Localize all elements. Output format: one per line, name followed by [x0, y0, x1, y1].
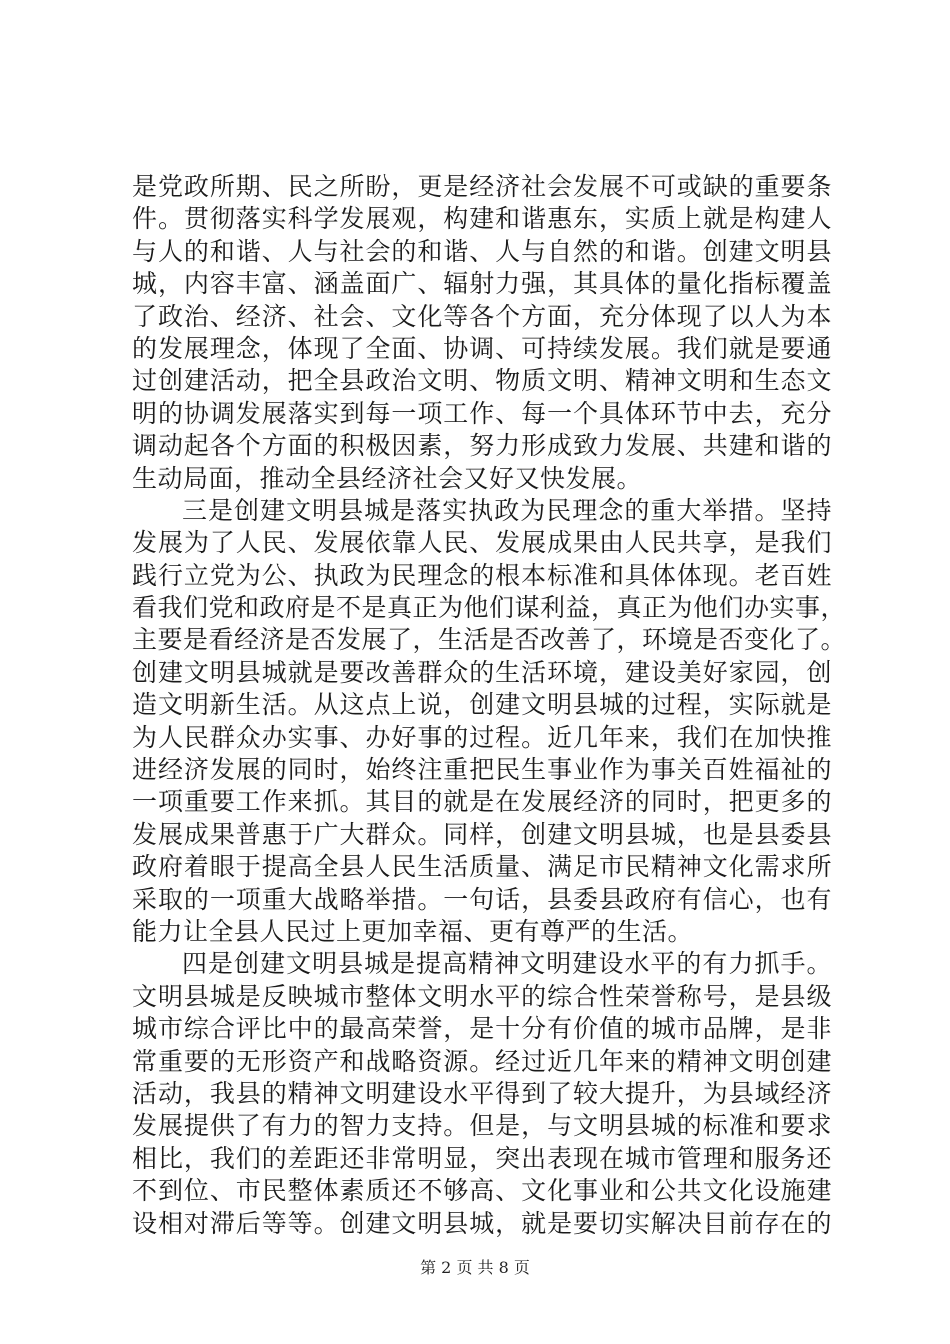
text-line: 与人的和谐、人与社会的和谐、人与自然的和谐。创建文明县: [132, 236, 832, 266]
text-line: 践行立党为公、执政为民理念的根本标准和具体体现。老百姓: [132, 560, 832, 590]
text-line: 发展成果普惠于广大群众。同样，创建文明县城，也是县委县: [132, 819, 832, 849]
text-line: 常重要的无形资产和战略资源。经过近几年来的精神文明创建: [132, 1046, 832, 1076]
text-line: 进经济发展的同时，始终注重把民生事业作为事关百姓福祉的: [132, 755, 832, 785]
paragraph-start-line: 三是创建文明县城是落实执政为民理念的重大举措。坚持: [182, 495, 832, 525]
text-line: 发展提供了有力的智力支持。但是，与文明县城的标准和要求: [132, 1111, 832, 1141]
text-line: 发展为了人民、发展依靠人民、发展成果由人民共享，是我们: [132, 528, 832, 558]
text-line: 件。贯彻落实科学发展观，构建和谐惠东，实质上就是构建人: [132, 204, 832, 234]
text-line: 相比，我们的差距还非常明显，突出表现在城市管理和服务还: [132, 1143, 832, 1173]
text-line: 过创建活动，把全县政治文明、物质文明、精神文明和生态文: [132, 366, 832, 396]
text-line: 明的协调发展落实到每一项工作、每一个具体环节中去，充分: [132, 398, 832, 428]
text-line: 调动起各个方面的积极因素，努力形成致力发展、共建和谐的: [132, 431, 832, 461]
text-line: 是党政所期、民之所盼，更是经济社会发展不可或缺的重要条: [132, 172, 832, 201]
text-line: 造文明新生活。从这点上说，创建文明县城的过程，实际就是: [132, 690, 832, 720]
text-line: 采取的一项重大战略举措。一句话，县委县政府有信心，也有: [132, 884, 832, 914]
body-text: [132, 171, 847, 1240]
text-line: 设相对滞后等等。创建文明县城，就是要切实解决目前存在的: [132, 1208, 832, 1238]
text-line: 了政治、经济、社会、文化等各个方面，充分体现了以人为本: [132, 301, 832, 331]
text-line: 主要是看经济是否发展了，生活是否改善了，环境是否变化了。: [132, 625, 847, 655]
text-line: 活动，我县的精神文明建设水平得到了较大提升，为县域经济: [132, 1078, 832, 1108]
text-line: 的发展理念，体现了全面、协调、可持续发展。我们就是要通: [132, 333, 832, 363]
page-number-footer: 第 2 页 共 8 页: [420, 1258, 530, 1277]
text-line: 一项重要工作来抓。其目的就是在发展经济的同时，把更多的: [132, 787, 832, 817]
text-line: 城，内容丰富、涵盖面广、辐射力强，其具体的量化指标覆盖: [132, 269, 832, 299]
paragraph-start-line: 四是创建文明县城是提高精神文明建设水平的有力抓手。: [182, 949, 832, 979]
text-line: 看我们党和政府是不是真正为他们谋利益，真正为他们办实事，: [132, 593, 847, 623]
text-line: 城市综合评比中的最高荣誉，是十分有价值的城市品牌，是非: [132, 1014, 832, 1044]
text-line: 不到位、市民整体素质还不够高、文化事业和公共文化设施建: [132, 1176, 832, 1206]
text-line: 为人民群众办实事、办好事的过程。近几年来，我们在加快推: [132, 722, 832, 752]
text-line: 文明县城是反映城市整体文明水平的综合性荣誉称号，是县级: [132, 981, 832, 1011]
text-line: 生动局面，推动全县经济社会又好又快发展。: [132, 463, 643, 493]
text-line: 政府着眼于提高全县人民生活质量、满足市民精神文化需求所: [132, 852, 832, 882]
text-line: 创建文明县城就是要改善群众的生活环境，建设美好家园，创: [132, 657, 832, 687]
text-line: 能力让全县人民过上更加幸福、更有尊严的生活。: [132, 916, 694, 946]
